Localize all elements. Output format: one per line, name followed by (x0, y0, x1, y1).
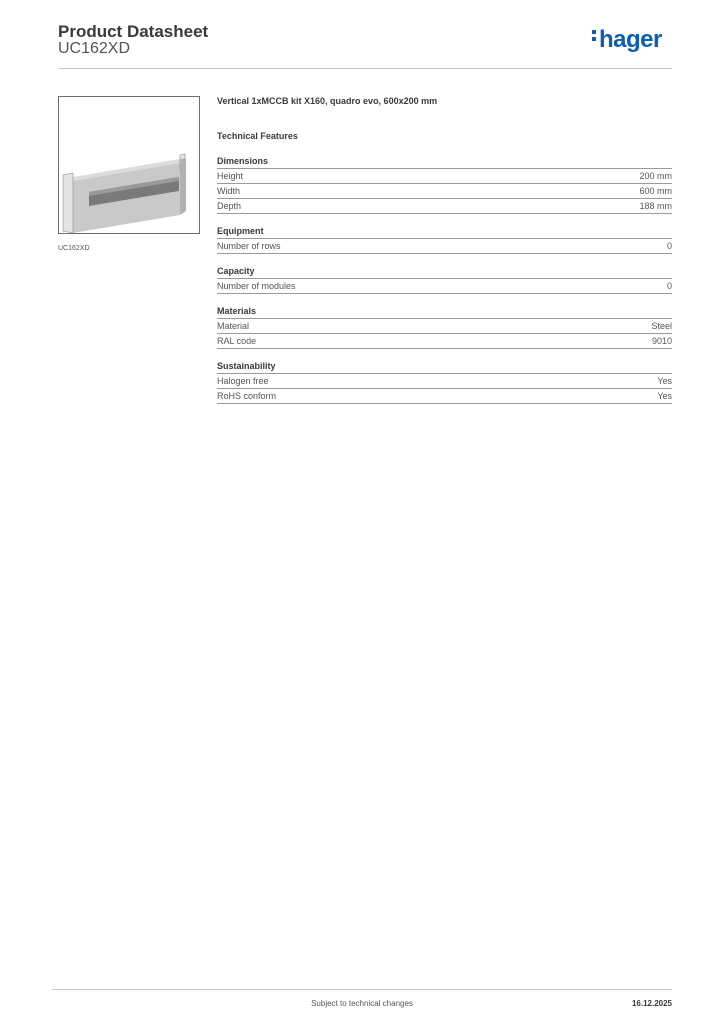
technical-features-heading: Technical Features (217, 131, 298, 141)
datasheet-content (217, 96, 672, 404)
table-row (217, 279, 672, 294)
row-label: Material (217, 321, 250, 331)
table-row (217, 169, 672, 184)
row-label: Height (217, 171, 244, 181)
product-code: UC162XD (58, 40, 131, 57)
row-label: Halogen free (217, 376, 269, 386)
row-value: Yes (657, 376, 672, 386)
feature-section (217, 266, 672, 294)
row-label: RoHS conform (217, 391, 277, 401)
feature-section (217, 306, 672, 349)
section-title: Equipment (217, 226, 672, 239)
section-title: Capacity (217, 266, 672, 279)
row-label: Number of rows (217, 241, 281, 251)
footer-note: Subject to technical changes (311, 999, 413, 1008)
feature-section (217, 156, 672, 214)
table-row (217, 199, 672, 214)
row-label: Depth (217, 201, 242, 211)
row-value: 0 (666, 281, 672, 291)
footer-divider (52, 989, 672, 990)
row-value: Steel (651, 321, 672, 331)
table-row (217, 374, 672, 389)
table-row (217, 239, 672, 254)
header-divider (58, 68, 672, 69)
feature-section (217, 361, 672, 404)
row-label: Width (217, 186, 241, 196)
row-value: 9010 (651, 336, 672, 346)
row-label: RAL code (217, 336, 257, 346)
section-title: Materials (217, 306, 672, 319)
section-title: Dimensions (217, 156, 672, 169)
row-value: 200 mm (639, 171, 672, 181)
page-title: Product Datasheet (58, 22, 209, 41)
mccb-kit-panel-icon (59, 97, 199, 233)
feature-sections (217, 156, 672, 404)
logo-dots-icon (592, 27, 597, 44)
table-row (217, 319, 672, 334)
row-value: 600 mm (639, 186, 672, 196)
table-row (217, 389, 672, 404)
product-image (58, 96, 200, 234)
logo-text: hager (599, 26, 662, 53)
table-row (217, 334, 672, 349)
row-label: Number of modules (217, 281, 296, 291)
row-value: 0 (666, 241, 672, 251)
footer-date: 16.12.2025 (631, 999, 672, 1008)
section-title: Sustainability (217, 361, 672, 374)
product-description: Vertical 1xMCCB kit X160, quadro evo, 600x200 mm (217, 96, 438, 106)
row-value: Yes (657, 391, 672, 401)
feature-section (217, 226, 672, 254)
image-caption: UC162XD (58, 245, 90, 252)
hager-logo[interactable] (592, 28, 662, 52)
row-value: 188 mm (639, 201, 672, 211)
table-row (217, 184, 672, 199)
